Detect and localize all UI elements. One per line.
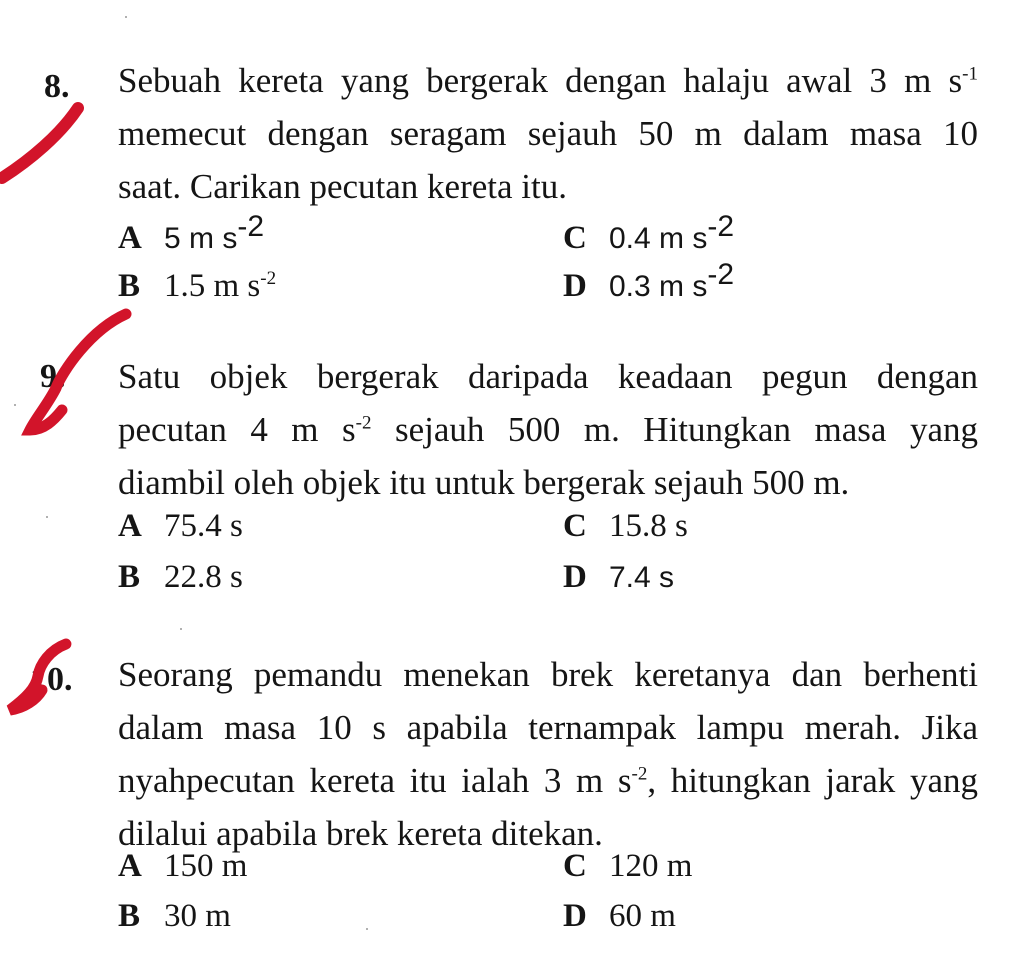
option-value: 22.8 s [164,559,243,595]
option-value: 75.4 s [164,508,243,544]
scan-speck [46,516,48,518]
option-letter: C [563,508,587,544]
question-8-number: 8. [44,68,70,105]
scan-speck [125,16,127,18]
red-check-mark-icon [2,108,78,178]
option-value: 0.4 m s [609,222,708,255]
question-8-option-a[interactable]: A 5 m $s^{-2}$ [118,210,265,256]
question-8-option-c[interactable]: C 0.4 m $s^{-2}$ [563,210,735,256]
question-9-number: 9. [40,358,66,395]
scan-speck [180,628,182,630]
option-letter: A [118,508,142,544]
option-value: 1.5 m s [164,268,261,304]
question-10-number: 10. [30,661,73,698]
option-value: 60 m [609,898,676,934]
option-letter: C [563,848,587,884]
option-letter: D [563,268,587,304]
option-value: 15.8 s [609,508,688,544]
option-letter: B [118,898,141,934]
question-8-option-d[interactable]: D 0.3 m $s^{-2}$ [563,258,735,304]
question-9-line-1: Satu objek bergerak daripada keadaan pegun dengan [118,357,978,396]
option-letter: C [563,220,587,256]
option-letter: A [118,848,142,884]
red-check-mark-icon [10,644,66,710]
option-value: 0.3 m s [609,270,708,303]
scan-speck [366,928,368,930]
question-10-line-2: dalam masa 10 s apabila ternampak lampu merah. Jika [118,708,978,747]
option-letter: D [563,898,587,934]
option-value: 5 m s [164,222,238,255]
question-9-line-3: diambil oleh objek itu untuk bergerak sejauh 500 m. [118,463,850,502]
option-value: 7.4 s [609,561,675,594]
option-value: 30 m [164,898,231,934]
question-8-line-3: saat. Carikan pecutan kereta itu. [118,167,567,206]
question-9-line-2: pecutan 4 m $s^{-2}$ sejauh 500 m. Hitungkan masa yang [118,410,978,449]
red-check-mark-icon [30,314,126,430]
question-10-line-3: nyahpecutan kereta itu ialah 3 m $s^{-2}$, hitungkan jarak yang [118,761,978,800]
question-8-line-1: Sebuah kereta yang bergerak dengan halaju awal 3 m $s^{-1}$ [118,61,978,100]
question-10-line-1: Seorang pemandu menekan brek keretanya dan berhenti [118,655,978,694]
option-letter: B [118,268,141,304]
option-letter: B [118,559,141,595]
question-10-line-4: dilalui apabila brek kereta ditekan. [118,814,603,853]
option-letter: D [563,559,587,595]
scan-speck [14,404,16,406]
option-value: 120 m [609,848,693,884]
question-8-line-2: memecut dengan seragam sejauh 50 m dalam masa 10 [118,114,978,153]
question-8-option-b[interactable]: B 1.5 m $s^{-2}$ [118,268,277,304]
option-value: 150 m [164,848,248,884]
option-letter: A [118,220,142,256]
